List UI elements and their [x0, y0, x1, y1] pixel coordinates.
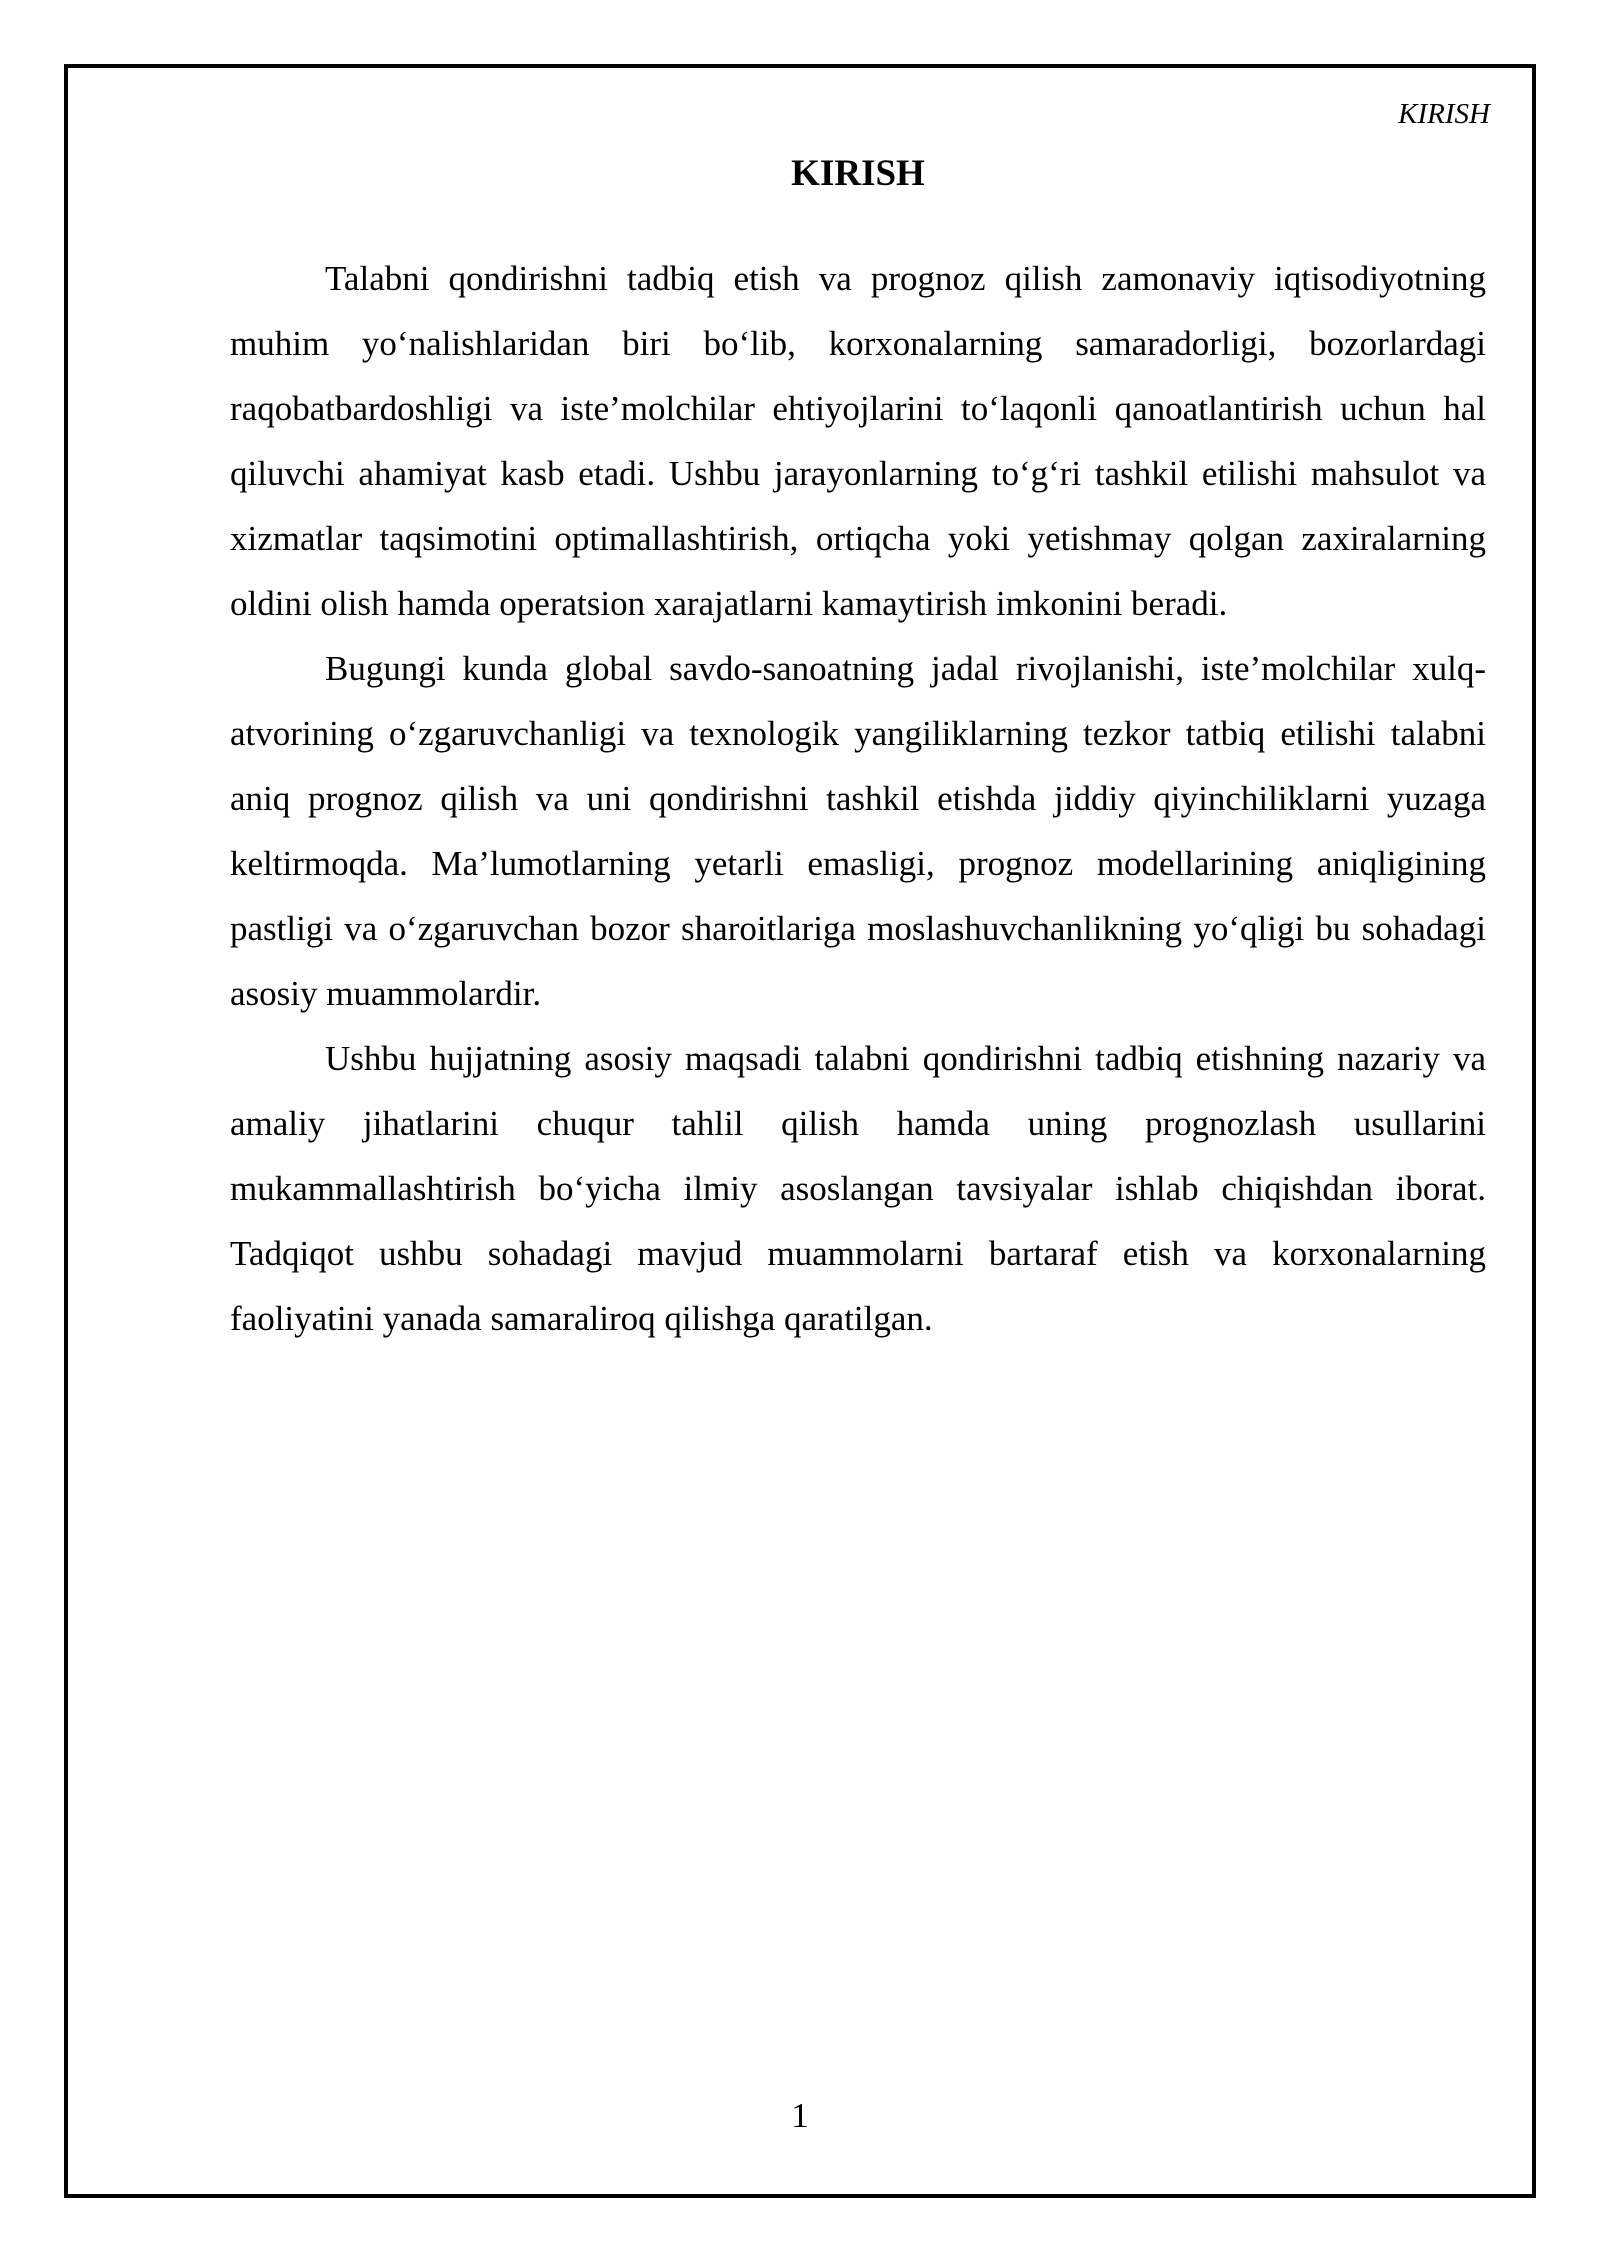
page-number: 1 — [791, 2096, 809, 2135]
page-title: KIRISH — [791, 153, 925, 194]
paragraph-2: Bugungi kunda global savdo-sanoatning jadal rivojlanishi, iste’molchilar xulq-atvorining o‘zgaruvchanligi va texnologik yangiliklarning tezkor tatbiq etilishi talabni aniq prognoz qilish va uni qondirishni tashkil etishda jiddiy qiyinchiliklarni yuzaga keltirmoqda. Ma’lumotlarning yetarli emasligi, prognoz modellarining aniqligining pastligi va o‘zgaruvchan bozor sharoitlariga moslashuvchanlikning yo‘qligi bu sohadagi asosiy muammolardir. — [230, 649, 1486, 1013]
paragraph-3: Ushbu hujjatning asosiy maqsadi talabni qondirishni tadbiq etishning nazariy va amaliy jihatlarini chuqur tahlil qilish hamda uning prognozlash usullarini mukammallashtirish bo‘yicha ilmiy asoslangan tavsiyalar ishlab chiqishdan iborat. Tadqiqot ushbu sohadagi mavjud muammolarni bartaraf etish va korxonalarning faoliyatini yanada samaraliroq qilishga qaratilgan. — [230, 1039, 1486, 1338]
body-text — [230, 246, 1486, 1351]
paragraph-1: Talabni qondirishni tadbiq etish va prognoz qilish zamonaviy iqtisodiyotning muhim yo‘nalishlaridan biri bo‘lib, korxonalarning samaradorligi, bozorlardagi raqobatbardoshligi va iste’molchilar ehtiyojlarini to‘laqonli qanoatlantirish uchun hal qiluvchi ahamiyat kasb etadi. Ushbu jarayonlarning to‘g‘ri tashkil etilishi mahsulot va xizmatlar taqsimotini optimallashtirish, ortiqcha yoki yetishmay qolgan zaxiralarning oldini olish hamda operatsion xarajatlarni kamaytirish imkonini beradi. — [230, 259, 1486, 623]
running-header: KIRISH — [1398, 98, 1490, 130]
